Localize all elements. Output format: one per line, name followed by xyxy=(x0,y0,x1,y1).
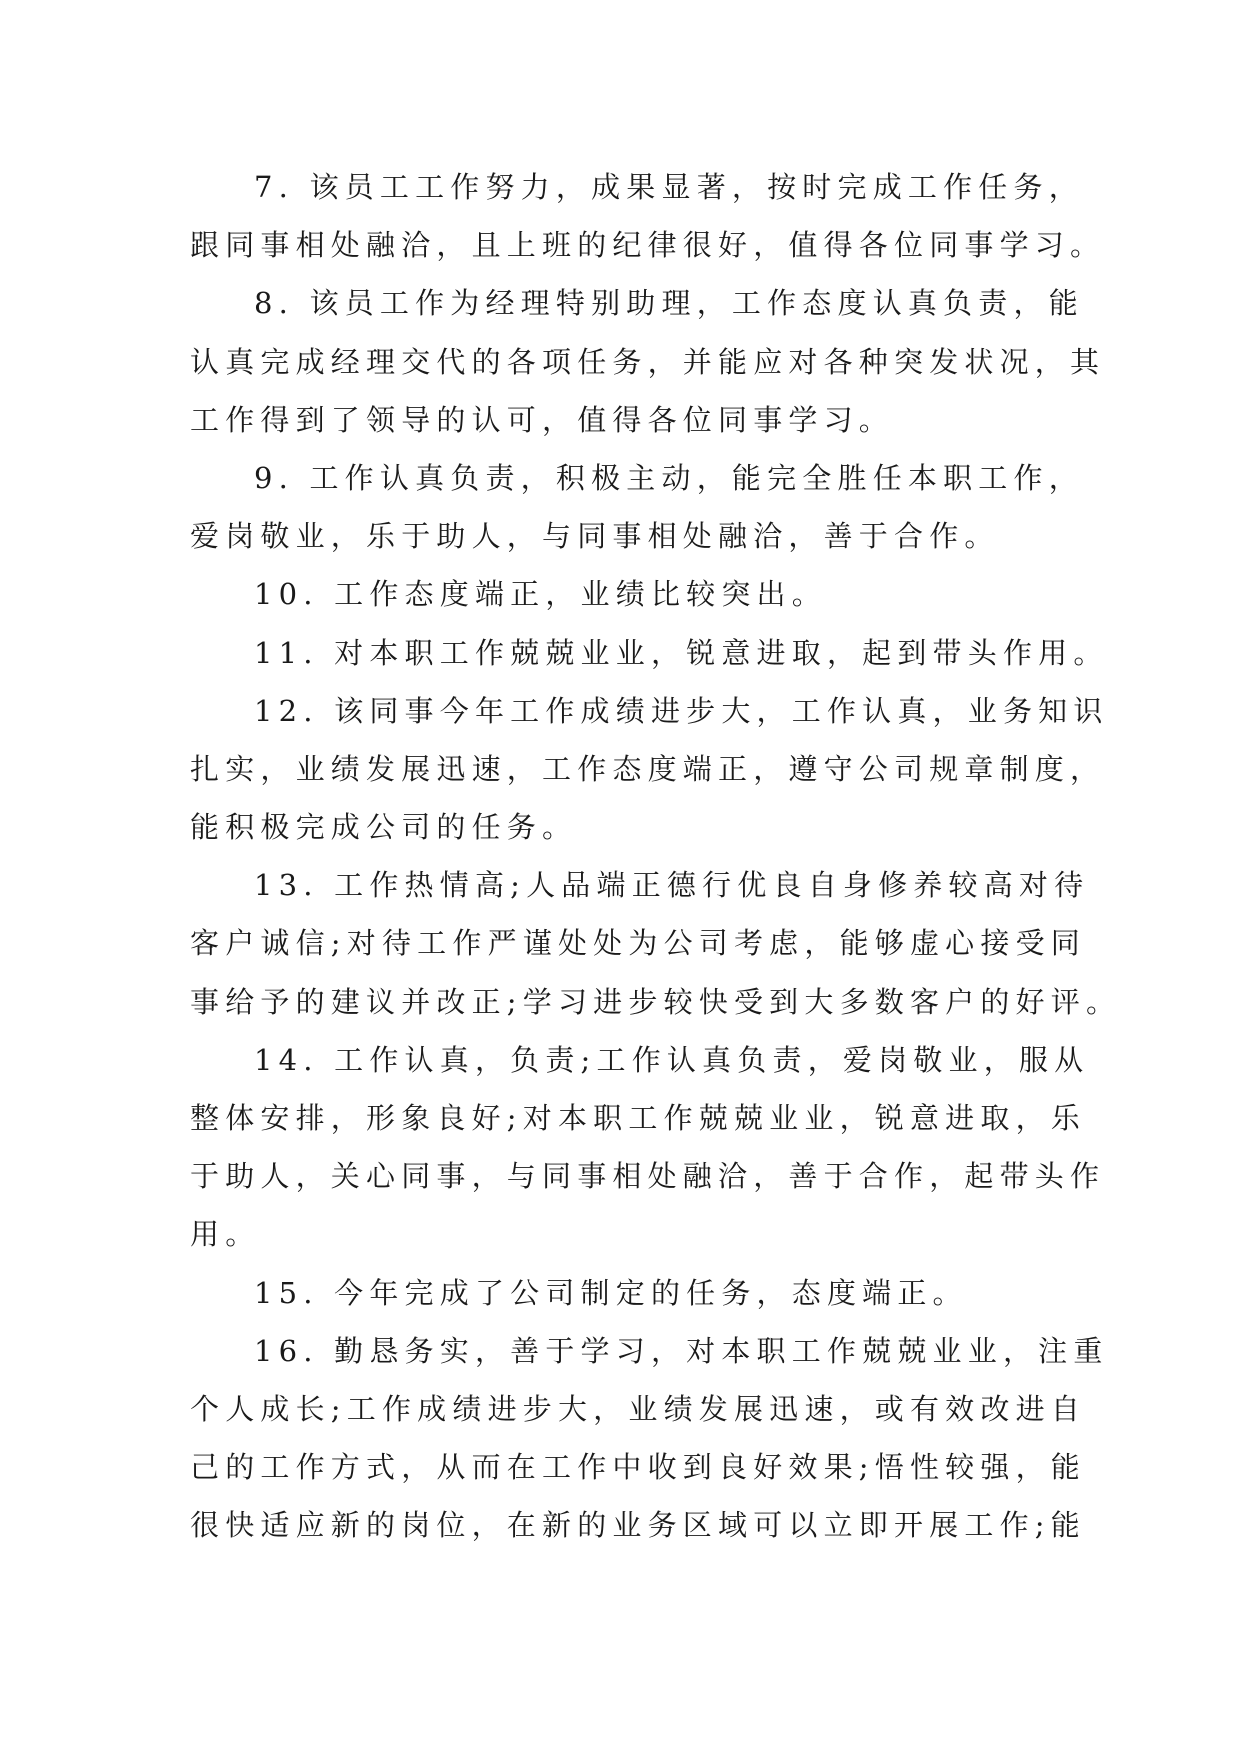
text-line: 整体安排，形象良好;对本职工作兢兢业业，锐意进取，乐 xyxy=(190,1101,1086,1135)
text-line: 7. 该员工工作努力，成果显著，按时完成工作任务， xyxy=(254,170,1084,204)
paragraph-9 xyxy=(190,449,1084,565)
paragraph-13 xyxy=(190,856,1122,1031)
paragraph-10 xyxy=(190,565,1070,623)
text-line: 13. 工作热情高;人品端正德行优良自身修养较高对待 xyxy=(254,868,1090,903)
text-line: 扎实，业绩发展迅速，工作态度端正，遵守公司规章制度， xyxy=(190,751,1106,786)
text-line: 8. 该员工作为经理特别助理，工作态度认真负责，能 xyxy=(254,286,1084,321)
text-line: 能积极完成公司的任务。 xyxy=(190,810,578,845)
text-line: 事给予的建议并改正;学习进步较快受到大多数客户的好评。 xyxy=(190,984,1122,1019)
text-line: 爱岗敬业，乐于助人，与同事相处融洽，善于合作。 xyxy=(190,519,1000,554)
text-line: 15. 今年完成了公司制定的任务，态度端正。 xyxy=(254,1275,968,1310)
text-line: 12. 该同事今年工作成绩进步大，工作认真，业务知识 xyxy=(254,693,1109,728)
paragraph-12 xyxy=(190,682,1109,857)
text-line: 于助人，关心同事，与同事相处融洽，善于合作，起带头作 xyxy=(190,1159,1106,1194)
paragraph-14 xyxy=(190,1031,1106,1264)
paragraph-16 xyxy=(190,1322,1109,1555)
text-line: 跟同事相处融洽，且上班的纪律很好，值得各位同事学习。 xyxy=(190,228,1106,263)
text-line: 客户诚信;对待工作严谨处处为公司考虑，能够虚心接受同 xyxy=(190,926,1086,961)
text-line: 11. 对本职工作兢兢业业，锐意进取，起到带头作用。 xyxy=(254,635,1109,670)
text-line: 用。 xyxy=(190,1217,261,1252)
text-line: 工作得到了领导的认可，值得各位同事学习。 xyxy=(190,402,895,437)
text-line: 9. 工作认真负责，积极主动，能完全胜任本职工作， xyxy=(254,460,1084,495)
text-line: 10. 工作态度端正，业绩比较突出。 xyxy=(254,577,827,612)
text-line: 己的工作方式，从而在工作中收到良好效果;悟性较强，能 xyxy=(190,1450,1086,1485)
paragraph-11 xyxy=(190,624,1109,682)
paragraph-7 xyxy=(190,158,1106,274)
text-line: 14. 工作认真，负责;工作认真负责，爱岗敬业，服从 xyxy=(254,1042,1090,1077)
document-body xyxy=(190,158,1122,1555)
text-line: 认真完成经理交代的各项任务，并能应对各种突发状况，其 xyxy=(190,344,1106,379)
paragraph-15 xyxy=(190,1264,1070,1322)
text-line: 16. 勤恳务实，善于学习，对本职工作兢兢业业，注重 xyxy=(254,1333,1109,1368)
paragraph-8 xyxy=(190,274,1106,449)
text-line: 个人成长;工作成绩进步大，业绩发展迅速，或有效改进自 xyxy=(190,1391,1086,1426)
text-line: 很快适应新的岗位，在新的业务区域可以立即开展工作;能 xyxy=(190,1508,1086,1543)
